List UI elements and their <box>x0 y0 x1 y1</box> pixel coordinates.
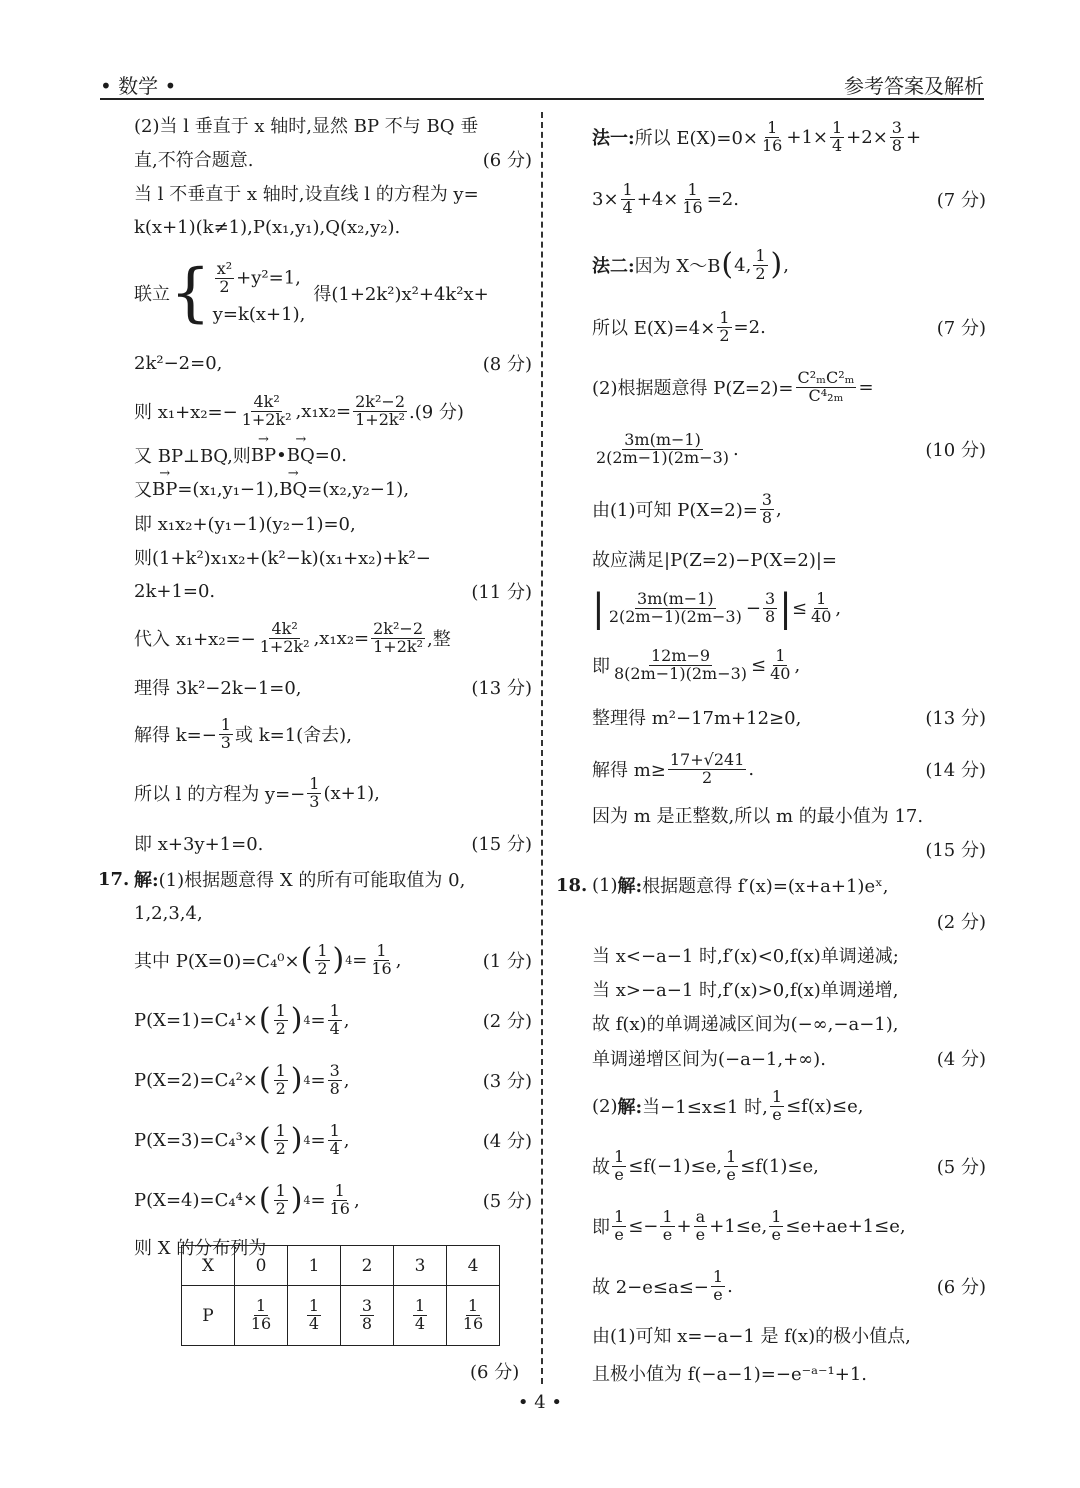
text-line: 故 $\frac{1}{e}$ ≤f(−1)≤e, $\frac{1}{e}$ ≤f(1)≤e, (5 分) <box>592 1146 986 1184</box>
text-line: 由(1)可知 x=−a−1 是 f(x)的极小值点, <box>592 1326 911 1347</box>
equation-system: 联立 { $\frac{\text{x²}}{2}$ +y²=1, y=k(x+1), 得(1+2k²)x²+4k²x+ <box>134 256 489 330</box>
text-line: 则 X 的分布列为 <box>134 1238 267 1259</box>
probability-line: P(X=2)=C₄²× ( 1 2 ) 4 = $\frac{3}{8}$ , (3 分) <box>134 1060 532 1098</box>
text-line: 18. (1) 解: 根据题意得 f′(x)=(x+a+1)eˣ, <box>556 874 889 897</box>
text-line: 则(1+k²)x₁x₂+(k²−k)(x₁+x₂)+k²− <box>134 548 431 569</box>
text-line: 当 l 不垂直于 x 轴时,设直线 l 的方程为 y= <box>134 184 479 205</box>
table-row <box>182 1286 500 1346</box>
text-line: 所以 l 的方程为 y=− $\frac{1}{3}$ (x+1), <box>134 773 380 811</box>
text-line: k(x+1)(k≠1),P(x₁,y₁),Q(x₂,y₂). <box>134 216 401 238</box>
table-cell: $\frac{1}{4}$ <box>288 1286 341 1346</box>
table-cell: $\frac{1}{16}$ <box>235 1286 288 1346</box>
question-number: 18. <box>556 874 588 896</box>
text-line: 即 x+3y+1=0. (15 分) <box>134 834 532 855</box>
column-divider <box>541 112 543 1384</box>
text-line: 整理得 m²−17m+12≥0, (13 分) <box>592 708 986 729</box>
text-line: 所以 E(X)=4× $\frac{1}{2}$ =2. (7 分) <box>592 307 986 345</box>
text-line: (2)当 l 垂直于 x 轴时,显然 BP 不与 BQ 垂 <box>134 116 479 137</box>
text-line: 即 $\frac{1}{e}$ ≤− $\frac{1}{e}$ + $\frac{a}{e}$ +1≤e, $\frac{1}{e}$ ≤e+ae+1≤e, <box>592 1206 906 1244</box>
text-line: (15 分) <box>925 840 986 861</box>
text-line: 直,不符合题意. (6 分) <box>134 142 532 176</box>
table-cell: 4 <box>447 1246 500 1286</box>
text-line: 解得 m≥ $\frac{17+√241}{2}$ . (14 分) <box>592 749 986 787</box>
table-cell: 2 <box>341 1246 394 1286</box>
text-line: 即 $\frac{12m-9}{8(2m-1)(2m-3)}$ ≤ $\frac{1}{40}$ , <box>592 645 801 683</box>
subject-label: • 数学 • <box>100 74 177 98</box>
text-line: 当 x>−a−1 时,f′(x)>0,f(x)单调递增, <box>592 980 899 1001</box>
text-line: 17. 解: (1)根据题意得 X 的所有可能取值为 0, <box>98 868 466 891</box>
text-line: 3m(m−1) 2(2m−1)(2m−3) . (10 分) <box>596 429 986 467</box>
table-cell: P <box>182 1286 235 1346</box>
table-cell: 3 <box>394 1246 447 1286</box>
probability-line: P(X=3)=C₄³× ( 1 2 ) 4 = $\frac{1}{4}$ , (4 分) <box>134 1120 532 1158</box>
page-number: • 4 • <box>517 1392 563 1413</box>
text-line: 法二: 因为 X～B ( 4, 1 2 ) , <box>592 245 789 283</box>
table-cell: X <box>182 1246 235 1286</box>
table-cell: 0 <box>235 1246 288 1286</box>
table-cell: 1 <box>288 1246 341 1286</box>
text-line: (2)根据题意得 P(Z=2)= $\frac{\text{C²ₘC²ₘ}}{\text{C⁴₂ₘ}}$ = <box>592 367 874 405</box>
probability-line: P(X=4)=C₄⁴× ( 1 2 ) 4 = $\frac{1}{16}$ , (5 分) <box>134 1180 532 1218</box>
text-line: 法一: 所以 E(X)=0× $\frac{1}{16}$ +1× $\frac{1}{4}$ +2× $\frac{3}{8}$ + <box>592 117 922 155</box>
text-line: 故 2−e≤a≤− $\frac{1}{e}$ . (6 分) <box>592 1266 986 1304</box>
probability-line: 其中 P(X=0)=C₄⁰× ( 1 2 ) 4 = $\frac{1}{16}$ , (1 分) <box>134 940 532 978</box>
text-line: 2k²−2=0, (8 分) <box>134 352 532 375</box>
text-line: (2 分) <box>936 912 986 933</box>
text-line: 则 x₁+x₂=− $\frac{\text{4k²}}{\text{1+2k²}}$ ,x₁x₂= $\frac{\text{2k²−2}}{\text{1+2k²}}$ .(9 分) <box>134 391 464 429</box>
score: (6 分) <box>470 1362 520 1383</box>
table-cell: $\frac{1}{4}$ <box>394 1286 447 1346</box>
left-column <box>98 108 532 1264</box>
text-line: 3× $\frac{1}{4}$ +4× $\frac{1}{16}$ =2. (7 分) <box>592 179 986 217</box>
table-cell: $\frac{1}{16}$ <box>447 1286 500 1346</box>
question-number: 17. <box>98 868 130 890</box>
text-line: 1,2,3,4, <box>134 902 203 924</box>
score: (6 分) <box>482 150 532 171</box>
text-line: 理得 3k²−2k−1=0, (13 分) <box>134 678 532 699</box>
text-line: 因为 m 是正整数,所以 m 的最小值为 17. <box>592 806 924 827</box>
table-cell: $\frac{3}{8}$ <box>341 1286 394 1346</box>
text-line: 代入 x₁+x₂=− $\frac{\text{4k²}}{\text{1+2k²}}$ ,x₁x₂= $\frac{\text{2k²−2}}{\text{1+2k²}}$ ,整 <box>134 618 451 656</box>
probability-line: P(X=1)=C₄¹× ( 1 2 ) 4 = $\frac{1}{4}$ , (2 分) <box>134 1000 532 1038</box>
section-title: 参考答案及解析 <box>844 74 984 98</box>
right-column <box>556 108 986 1392</box>
text-line: (2) 解: 当−1≤x≤1 时, $\frac{1}{e}$ ≤f(x)≤e, <box>592 1086 864 1124</box>
text-line: 又 → BP =(x₁,y₁−1), → BQ =(x₂,y₂−1), <box>134 472 532 506</box>
distribution-table <box>181 1245 500 1346</box>
text-line: 当 x<−a−1 时,f′(x)<0,f(x)单调递减; <box>592 946 899 967</box>
text-line: 单调递增区间为(−a−1,+∞). (4 分) <box>592 1049 986 1070</box>
text-line: | 3m(m−1) 2(2m−1)(2m−3) − $\frac{3}{8}$ | ≤ $\frac{1}{40}$ , <box>592 586 842 630</box>
text-line: 解得 k=− $\frac{1}{3}$ 或 k=1(舍去), <box>134 714 352 752</box>
text-line: 又 BP⊥BQ,则 → BP • → BQ =0. <box>134 438 532 472</box>
table-row <box>182 1246 500 1286</box>
text-line: 由(1)可知 P(X=2)= $\frac{3}{8}$ , <box>592 489 782 527</box>
text-line: 故 f(x)的单调递减区间为(−∞,−a−1), <box>592 1014 899 1035</box>
text-line: 且极小值为 f(−a−1)=−e⁻ᵃ⁻¹+1. <box>592 1364 868 1385</box>
text-line: 2k+1=0. (11 分) <box>134 580 532 603</box>
page-header <box>100 70 984 100</box>
text-line: 即 x₁x₂+(y₁−1)(y₂−1)=0, <box>134 514 356 535</box>
text-line: 故应满足|P(Z=2)−P(X=2)|= <box>592 550 837 571</box>
